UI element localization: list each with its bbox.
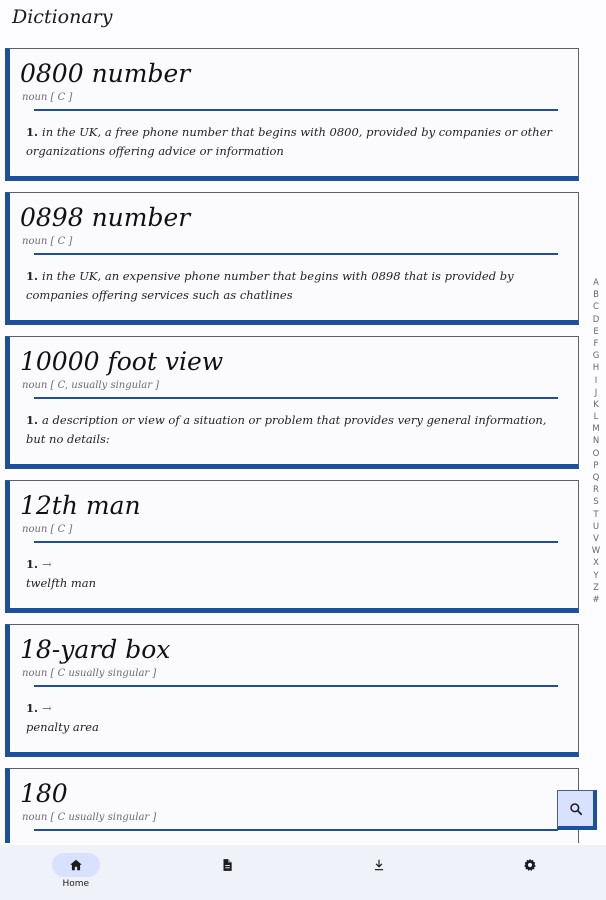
definition-number: 1.	[26, 701, 39, 715]
search-button[interactable]	[557, 790, 597, 830]
entry-card[interactable]	[5, 480, 579, 613]
nav-icon-container	[355, 853, 403, 877]
definition-number: 1.	[26, 125, 39, 139]
alphabet-index-letter[interactable]: R	[593, 485, 599, 496]
entry-card[interactable]	[5, 48, 579, 181]
entry-card[interactable]	[5, 768, 579, 843]
download-icon	[372, 858, 386, 872]
nav-documents[interactable]	[152, 845, 304, 900]
divider	[34, 109, 558, 111]
nav-settings[interactable]	[455, 845, 606, 900]
entry-part-of-speech: noun [ C ]	[22, 92, 73, 103]
divider	[34, 541, 558, 543]
entry-headword: 0800 number	[20, 59, 191, 88]
entry-part-of-speech: noun [ C usually singular ]	[22, 668, 157, 679]
entry-headword: 10000 foot view	[20, 347, 224, 376]
home-icon	[69, 858, 83, 872]
definition-text: in the UK, a free phone number that begins with 0800, provided by companies or other organizations offering advice or information	[26, 125, 553, 158]
alphabet-index-letter[interactable]: H	[592, 363, 600, 374]
definition-text: a description or view of a situation or problem that provides very general information, but no details:	[26, 413, 547, 446]
alphabet-index-letter[interactable]: G	[592, 351, 600, 362]
entry-part-of-speech: noun [ C ]	[22, 524, 73, 535]
nav-home[interactable]	[0, 845, 152, 900]
alphabet-index[interactable]	[590, 277, 602, 606]
entry-definitions	[26, 411, 560, 449]
entry-definitions	[26, 267, 560, 305]
alphabet-index-letter[interactable]: T	[593, 509, 599, 520]
alphabet-index-letter[interactable]: X	[593, 558, 599, 569]
divider	[34, 829, 558, 831]
bottom-navigation	[0, 845, 606, 900]
alphabet-index-letter[interactable]: J	[594, 387, 598, 398]
entry-headword: 12th man	[20, 491, 141, 520]
nav-downloads[interactable]	[303, 845, 455, 900]
entry-definitions	[26, 555, 560, 593]
document-icon	[220, 858, 234, 872]
entry-part-of-speech: noun [ C usually singular ]	[22, 812, 157, 823]
entry-headword: 0898 number	[20, 203, 191, 232]
alphabet-index-letter[interactable]: M	[592, 424, 600, 435]
alphabet-index-letter[interactable]: D	[592, 314, 600, 325]
nav-icon-container	[203, 853, 251, 877]
entry-list[interactable]	[5, 48, 585, 843]
entry-definitions	[26, 123, 560, 161]
entry-headword: 18-yard box	[20, 635, 171, 664]
divider	[34, 397, 558, 399]
alphabet-index-letter[interactable]: U	[592, 521, 600, 532]
alphabet-index-letter[interactable]: Z	[593, 582, 599, 593]
alphabet-index-letter[interactable]: B	[593, 290, 599, 301]
settings-icon	[523, 858, 537, 872]
nav-home-label: Home	[62, 879, 90, 889]
alphabet-index-letter[interactable]: F	[593, 338, 599, 349]
app-title: Dictionary	[12, 6, 113, 28]
divider	[34, 253, 558, 255]
entry-part-of-speech: noun [ C, usually singular ]	[22, 380, 160, 391]
entry-headword: 180	[20, 779, 68, 808]
entry-card[interactable]	[5, 192, 579, 325]
definition-number: 1.	[26, 413, 39, 427]
alphabet-index-letter[interactable]: #	[592, 594, 600, 605]
alphabet-index-letter[interactable]: N	[592, 436, 600, 447]
entry-definitions	[26, 699, 560, 737]
alphabet-index-letter[interactable]: C	[593, 302, 599, 313]
alphabet-index-letter[interactable]: I	[594, 375, 598, 386]
alphabet-index-letter[interactable]: E	[593, 326, 599, 337]
cross-reference-link[interactable]: penalty area	[26, 720, 99, 734]
alphabet-index-letter[interactable]: S	[593, 497, 599, 508]
divider	[34, 685, 558, 687]
cross-reference-link[interactable]: twelfth man	[26, 576, 97, 590]
definition-text: in the UK, an expensive phone number that begins with 0898 that is provided by companies offering services such as chatlines	[26, 269, 514, 302]
entry-card[interactable]	[5, 624, 579, 757]
definition-number: 1.	[26, 557, 39, 571]
cross-reference-arrow: →	[42, 701, 52, 715]
alphabet-index-letter[interactable]: Y	[593, 570, 599, 581]
alphabet-index-letter[interactable]: Q	[592, 473, 600, 483]
alphabet-index-letter[interactable]: O	[592, 448, 600, 459]
alphabet-index-letter[interactable]: W	[591, 546, 601, 557]
alphabet-index-letter[interactable]: A	[593, 278, 599, 288]
search-icon	[569, 802, 583, 816]
nav-active-indicator	[52, 853, 100, 877]
alphabet-index-letter[interactable]: K	[593, 399, 599, 410]
entry-part-of-speech: noun [ C ]	[22, 236, 73, 247]
alphabet-index-letter[interactable]: V	[593, 533, 599, 544]
alphabet-index-letter[interactable]: P	[593, 460, 599, 471]
nav-icon-container	[506, 853, 554, 877]
alphabet-index-letter[interactable]: L	[593, 412, 599, 423]
cross-reference-arrow: →	[42, 557, 52, 571]
definition-number: 1.	[26, 269, 39, 283]
entry-card[interactable]	[5, 336, 579, 469]
